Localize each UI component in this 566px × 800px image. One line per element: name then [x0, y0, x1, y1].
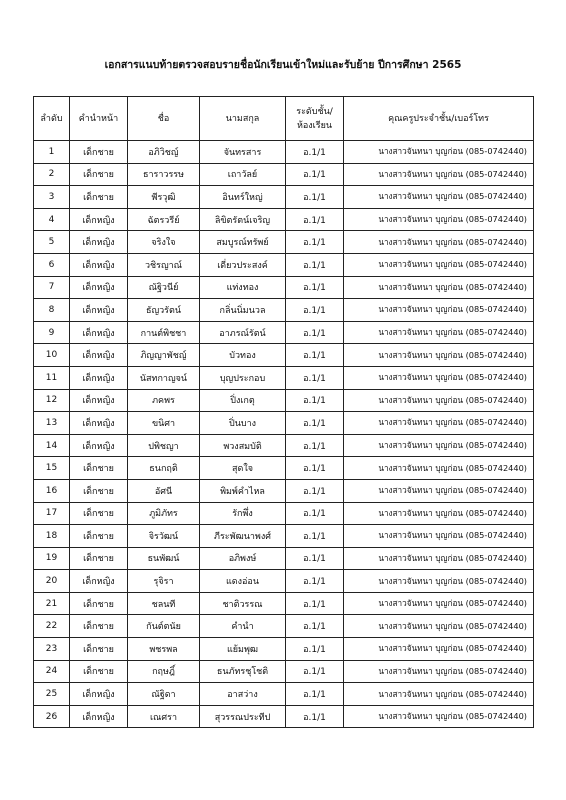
cell-last-name: พิมพ์คำไหล [200, 479, 286, 502]
cell-no: 21 [34, 592, 70, 615]
cell-teacher: นางสาวจันทนา บุญก่อน (085-0742440) [344, 253, 534, 276]
cell-last-name: บุญประกอบ [200, 366, 286, 389]
cell-first-name: ธนกฤติ [128, 457, 200, 480]
table-row [34, 163, 534, 186]
cell-class: อ.1/1 [286, 276, 344, 299]
cell-last-name: สุดใจ [200, 457, 286, 480]
table-row [34, 366, 534, 389]
cell-no: 7 [34, 276, 70, 299]
cell-prefix: เด็กหญิง [70, 253, 128, 276]
table-header-row [34, 97, 534, 141]
cell-prefix: เด็กชาย [70, 615, 128, 638]
cell-teacher: นางสาวจันทนา บุญก่อน (085-0742440) [344, 366, 534, 389]
cell-class: อ.1/1 [286, 479, 344, 502]
cell-teacher: นางสาวจันทนา บุญก่อน (085-0742440) [344, 434, 534, 457]
cell-class: อ.1/1 [286, 321, 344, 344]
cell-last-name: สมบูรณ์ทรัพย์ [200, 231, 286, 254]
document-title: เอกสารแนบท้ายตรวจสอบรายชื่อนักเรียนเข้าใหม่และรับย้าย ปีการศึกษา 2565 [104, 59, 462, 71]
cell-first-name: ภูมิภัทร [128, 502, 200, 525]
cell-prefix: เด็กชาย [70, 141, 128, 164]
table-row [34, 547, 534, 570]
cell-prefix: เด็กหญิง [70, 321, 128, 344]
cell-class: อ.1/1 [286, 525, 344, 548]
cell-teacher: นางสาวจันทนา บุญก่อน (085-0742440) [344, 570, 534, 593]
cell-last-name: แย้มพุฒ [200, 638, 286, 661]
cell-class: อ.1/1 [286, 434, 344, 457]
cell-first-name: พชรพล [128, 638, 200, 661]
cell-first-name: อัศนี [128, 479, 200, 502]
cell-class: อ.1/1 [286, 615, 344, 638]
cell-last-name: ธนภัทรชุโชติ [200, 660, 286, 683]
cell-prefix: เด็กหญิง [70, 434, 128, 457]
cell-last-name: ภีระพัฒนาพงศ์ [200, 525, 286, 548]
cell-teacher: นางสาวจันทนา บุญก่อน (085-0742440) [344, 412, 534, 435]
cell-teacher: นางสาวจันทนา บุญก่อน (085-0742440) [344, 276, 534, 299]
table-row [34, 276, 534, 299]
cell-teacher: นางสาวจันทนา บุญก่อน (085-0742440) [344, 231, 534, 254]
cell-no: 12 [34, 389, 70, 412]
cell-class: อ.1/1 [286, 186, 344, 209]
cell-last-name: เถาวัลย์ [200, 163, 286, 186]
cell-last-name: คำนำ [200, 615, 286, 638]
cell-no: 4 [34, 208, 70, 231]
header-prefix: คำนำหน้า [70, 97, 128, 141]
cell-first-name: กฤษฎิ์ [128, 660, 200, 683]
cell-class: อ.1/1 [286, 163, 344, 186]
cell-prefix: เด็กชาย [70, 638, 128, 661]
cell-last-name: ลิขิตรัตน์เจริญ [200, 208, 286, 231]
cell-last-name: แท่งทอง [200, 276, 286, 299]
cell-first-name: ภิญญาพัชญ์ [128, 344, 200, 367]
cell-teacher: นางสาวจันทนา บุญก่อน (085-0742440) [344, 705, 534, 728]
cell-last-name: ชาติวรรณ [200, 592, 286, 615]
cell-class: อ.1/1 [286, 366, 344, 389]
cell-prefix: เด็กชาย [70, 457, 128, 480]
cell-last-name: บัวทอง [200, 344, 286, 367]
cell-prefix: เด็กชาย [70, 163, 128, 186]
cell-first-name: ปพิชญา [128, 434, 200, 457]
cell-prefix: เด็กชาย [70, 525, 128, 548]
cell-class: อ.1/1 [286, 660, 344, 683]
cell-no: 9 [34, 321, 70, 344]
table-row [34, 389, 534, 412]
table-row [34, 525, 534, 548]
cell-last-name: อาสว่าง [200, 683, 286, 706]
cell-class: อ.1/1 [286, 570, 344, 593]
cell-prefix: เด็กหญิง [70, 231, 128, 254]
cell-first-name: จิรวัฒน์ [128, 525, 200, 548]
cell-no: 5 [34, 231, 70, 254]
cell-last-name: แดงอ่อน [200, 570, 286, 593]
cell-prefix: เด็กหญิง [70, 208, 128, 231]
cell-last-name: เดี่ยวประสงค์ [200, 253, 286, 276]
cell-first-name: ณัฐิวนีย์ [128, 276, 200, 299]
cell-class: อ.1/1 [286, 457, 344, 480]
cell-teacher: นางสาวจันทนา บุญก่อน (085-0742440) [344, 321, 534, 344]
cell-class: อ.1/1 [286, 705, 344, 728]
cell-class: อ.1/1 [286, 638, 344, 661]
cell-first-name: ธาราวรรษ [128, 163, 200, 186]
cell-teacher: นางสาวจันทนา บุญก่อน (085-0742440) [344, 186, 534, 209]
table-row [34, 344, 534, 367]
table-row [34, 321, 534, 344]
cell-first-name: วชิรญาณ์ [128, 253, 200, 276]
cell-last-name: อาภรณ์รัตน์ [200, 321, 286, 344]
cell-teacher: นางสาวจันทนา บุญก่อน (085-0742440) [344, 299, 534, 322]
cell-first-name: ธนพัฒน์ [128, 547, 200, 570]
cell-no: 20 [34, 570, 70, 593]
table-row [34, 660, 534, 683]
cell-no: 25 [34, 683, 70, 706]
cell-prefix: เด็กหญิง [70, 366, 128, 389]
cell-no: 17 [34, 502, 70, 525]
cell-teacher: นางสาวจันทนา บุญก่อน (085-0742440) [344, 389, 534, 412]
cell-first-name: ภคพร [128, 389, 200, 412]
cell-last-name: ปิ่งเกตุ [200, 389, 286, 412]
cell-prefix: เด็กหญิง [70, 683, 128, 706]
cell-first-name: นัสทกาญจน์ [128, 366, 200, 389]
cell-teacher: นางสาวจันทนา บุญก่อน (085-0742440) [344, 683, 534, 706]
table-row [34, 705, 534, 728]
cell-no: 10 [34, 344, 70, 367]
table-row [34, 299, 534, 322]
header-teacher: คุณครูประจำชั้น/เบอร์โทร [344, 97, 534, 141]
cell-prefix: เด็กหญิง [70, 389, 128, 412]
cell-last-name: อภิพงษ์ [200, 547, 286, 570]
cell-prefix: เด็กชาย [70, 592, 128, 615]
cell-class: อ.1/1 [286, 592, 344, 615]
cell-first-name: เณศรา [128, 705, 200, 728]
table-row [34, 141, 534, 164]
cell-no: 8 [34, 299, 70, 322]
cell-teacher: นางสาวจันทนา บุญก่อน (085-0742440) [344, 208, 534, 231]
cell-first-name: ชลนที [128, 592, 200, 615]
cell-class: อ.1/1 [286, 299, 344, 322]
cell-class: อ.1/1 [286, 208, 344, 231]
cell-class: อ.1/1 [286, 253, 344, 276]
table-row [34, 592, 534, 615]
cell-teacher: นางสาวจันทนา บุญก่อน (085-0742440) [344, 638, 534, 661]
cell-first-name: จริงใจ [128, 231, 200, 254]
cell-no: 13 [34, 412, 70, 435]
cell-class: อ.1/1 [286, 141, 344, 164]
table-row [34, 615, 534, 638]
cell-no: 22 [34, 615, 70, 638]
cell-last-name: ปิ่นบาง [200, 412, 286, 435]
cell-no: 3 [34, 186, 70, 209]
cell-no: 1 [34, 141, 70, 164]
header-no: ลำดับ [34, 97, 70, 141]
header-last-name: นามสกุล [200, 97, 286, 141]
cell-teacher: นางสาวจันทนา บุญก่อน (085-0742440) [344, 615, 534, 638]
cell-teacher: นางสาวจันทนา บุญก่อน (085-0742440) [344, 457, 534, 480]
cell-prefix: เด็กชาย [70, 186, 128, 209]
table-row [34, 457, 534, 480]
cell-first-name: กานต์พิชชา [128, 321, 200, 344]
table-row [34, 186, 534, 209]
cell-first-name: รุจิรา [128, 570, 200, 593]
cell-prefix: เด็กชาย [70, 660, 128, 683]
cell-teacher: นางสาวจันทนา บุญก่อน (085-0742440) [344, 141, 534, 164]
cell-last-name: พวงสมบัติ [200, 434, 286, 457]
cell-teacher: นางสาวจันทนา บุญก่อน (085-0742440) [344, 592, 534, 615]
cell-prefix: เด็กชาย [70, 502, 128, 525]
cell-prefix: เด็กหญิง [70, 705, 128, 728]
table-row [34, 253, 534, 276]
cell-class: อ.1/1 [286, 389, 344, 412]
cell-prefix: เด็กหญิง [70, 412, 128, 435]
cell-teacher: นางสาวจันทนา บุญก่อน (085-0742440) [344, 660, 534, 683]
cell-prefix: เด็กหญิง [70, 299, 128, 322]
cell-first-name: อภิวิชญ์ [128, 141, 200, 164]
cell-class: อ.1/1 [286, 231, 344, 254]
table-row [34, 208, 534, 231]
header-class-line1: ระดับชั้น/ [296, 106, 333, 117]
cell-first-name: ฉัตรวรีย์ [128, 208, 200, 231]
cell-no: 23 [34, 638, 70, 661]
header-first-name: ชื่อ [128, 97, 200, 141]
cell-first-name: ธัญวรัตน์ [128, 299, 200, 322]
cell-last-name: กลิ่นนิ่มนวล [200, 299, 286, 322]
cell-no: 19 [34, 547, 70, 570]
table-row [34, 231, 534, 254]
cell-teacher: นางสาวจันทนา บุญก่อน (085-0742440) [344, 344, 534, 367]
cell-first-name: พีรวุฒิ [128, 186, 200, 209]
cell-last-name: อินทร์ใหญ่ [200, 186, 286, 209]
cell-prefix: เด็กหญิง [70, 276, 128, 299]
header-class-room [286, 97, 344, 141]
cell-last-name: สุวรรณประทีป [200, 705, 286, 728]
cell-teacher: นางสาวจันทนา บุญก่อน (085-0742440) [344, 479, 534, 502]
header-class-line2: ห้องเรียน [296, 120, 333, 131]
cell-prefix: เด็กหญิง [70, 344, 128, 367]
cell-prefix: เด็กชาย [70, 547, 128, 570]
cell-no: 16 [34, 479, 70, 502]
cell-last-name: จันทรสาร [200, 141, 286, 164]
cell-no: 15 [34, 457, 70, 480]
table-row [34, 479, 534, 502]
cell-teacher: นางสาวจันทนา บุญก่อน (085-0742440) [344, 525, 534, 548]
table-row [34, 683, 534, 706]
cell-no: 2 [34, 163, 70, 186]
table-row [34, 412, 534, 435]
cell-class: อ.1/1 [286, 344, 344, 367]
cell-class: อ.1/1 [286, 412, 344, 435]
cell-no: 18 [34, 525, 70, 548]
table-row [34, 434, 534, 457]
cell-first-name: กันต์ตนัย [128, 615, 200, 638]
cell-no: 14 [34, 434, 70, 457]
cell-prefix: เด็กหญิง [70, 570, 128, 593]
table-row [34, 570, 534, 593]
cell-no: 11 [34, 366, 70, 389]
cell-first-name: ณัฐิดา [128, 683, 200, 706]
cell-teacher: นางสาวจันทนา บุญก่อน (085-0742440) [344, 163, 534, 186]
cell-teacher: นางสาวจันทนา บุญก่อน (085-0742440) [344, 502, 534, 525]
cell-prefix: เด็กชาย [70, 479, 128, 502]
cell-class: อ.1/1 [286, 502, 344, 525]
cell-teacher: นางสาวจันทนา บุญก่อน (085-0742440) [344, 547, 534, 570]
cell-last-name: รักพึ่ง [200, 502, 286, 525]
table-row [34, 638, 534, 661]
student-roster-table [33, 96, 534, 728]
cell-class: อ.1/1 [286, 683, 344, 706]
cell-no: 6 [34, 253, 70, 276]
cell-no: 24 [34, 660, 70, 683]
table-row [34, 502, 534, 525]
cell-first-name: ขนิศา [128, 412, 200, 435]
cell-class: อ.1/1 [286, 547, 344, 570]
cell-no: 26 [34, 705, 70, 728]
